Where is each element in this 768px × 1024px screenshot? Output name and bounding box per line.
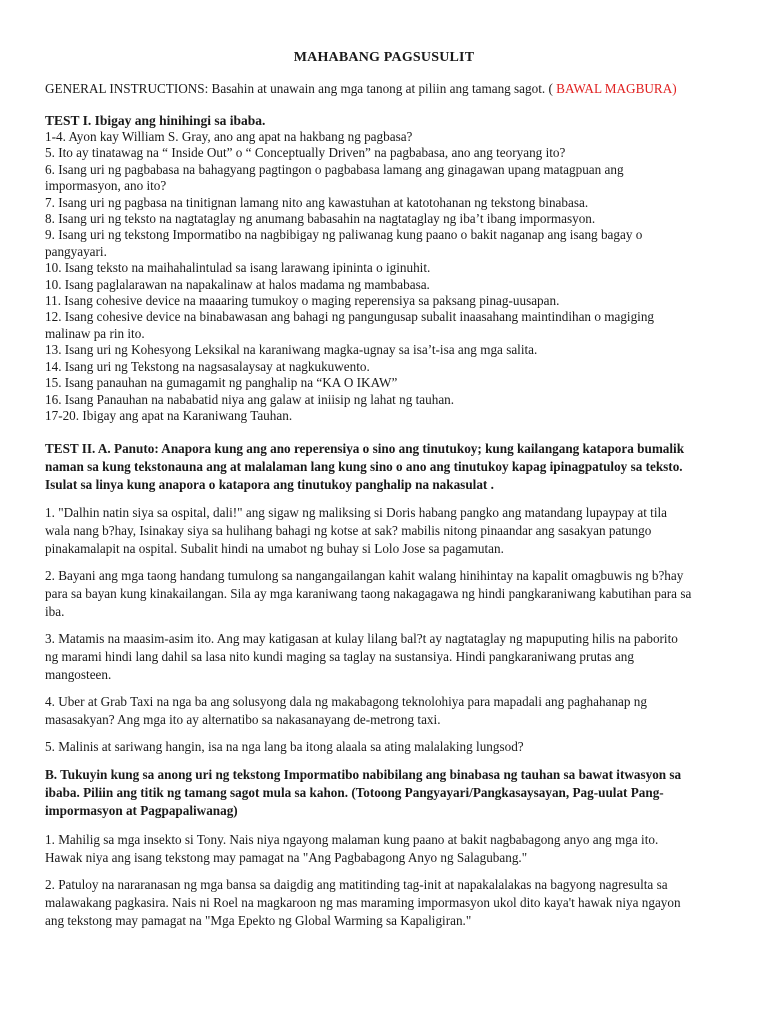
general-instructions-text: GENERAL INSTRUCTIONS: Basahin at unawain ang mga tanong at piliin ang tamang sagot. ( [45, 81, 553, 96]
testB-heading-line: impormasyon at Pagpapaliwanag) [45, 803, 238, 819]
testB-heading-line: ibaba. Piliin ang titik ng tamang sagot mula sa kahon. (Totoong Pangyayari/Pangkasaysayan, Pag-uulat Pang- [45, 785, 664, 801]
warning-text: BAWAL MAGBURA) [552, 81, 677, 96]
test1-line: 10. Isang paglalarawan na napakalinaw at halos madama ng mambabasa. [45, 276, 430, 292]
test1-heading: TEST I. Ibigay ang hinihingi sa ibaba. [45, 113, 266, 128]
test1-line: 10. Isang teksto na maihahalintulad sa isang larawang ipininta o iginuhit. [45, 260, 431, 276]
paragraph-line: masasakyan? Ang mga ito ay alternatibo sa nakasanayang de-metrong taxi. [45, 712, 441, 728]
paragraph-line: 1. "Dalhin natin siya sa ospital, dali!" ang sigaw ng maliksing si Doris habang pangko ang matandang lupaypay at tila [45, 505, 668, 520]
test1-line: 12. Isang cohesive device na binabawasan ang bahagi ng pangungusap subalit inaasahang maintindihan o magiging [45, 309, 655, 325]
paragraph-line: iba. [45, 604, 65, 620]
test2-item-1 [45, 504, 725, 559]
test1-line: 1-4. Ayon kay William S. Gray, ano ang apat na hakbang ng pagbasa? [45, 129, 413, 144]
testB-item-2 [45, 876, 725, 931]
paragraph-line: ng marami hindi lang dahil sa lasa nito kundi maging sa taglay na sustansiya. Hindi pangkaraniwang prutas ang [45, 649, 634, 665]
paragraph-line: malawakang pagkasira. Nais ni Roel na magkaroon ng mas maraming impormasyon ukol dito kaya't hawak niya ngayon [45, 895, 681, 911]
test1-line: 11. Isang cohesive device na maaaring tumukoy o maging reperensiya sa paksang pinag-uusapan. [45, 293, 560, 309]
test2-item-2 [45, 567, 725, 622]
test2-heading [45, 440, 725, 495]
test1-line: 8. Isang uri ng teksto na nagtataglay ng anumang babasahin na nagtataglay ng iba’t ibang impormasyon. [45, 211, 596, 227]
test2-heading-line: Isulat sa linya kung anapora o katapora ang tinutukoy panghalip na nakasulat . [45, 477, 494, 493]
testB-heading [45, 766, 725, 821]
test2-heading-line: naman sa kung tekstonauna ang at malalaman lang kung sino o ano ang tinutukoy kapag ipinagpatuloy sa teksto. [45, 459, 683, 475]
test1-line: 7. Isang uri ng pagbasa na tinitignan lamang nito ang kawastuhan at katotohanan ng tekstong binabasa. [45, 194, 589, 210]
paragraph-line: Hawak niya ang isang tekstong may pamagat na "Ang Pagbabagong Anyo ng Salagubang." [45, 850, 528, 866]
page-title: MAHABANG PAGSUSULIT [293, 50, 475, 65]
testB-item-1 [45, 831, 725, 867]
paragraph-line: 1. Mahilig sa mga insekto si Tony. Nais niya ngayong malaman kung paano at bakit nagbabagong anyo ang mga ito. [45, 832, 659, 847]
test2-item-4 [45, 693, 725, 729]
test1-line: 14. Isang uri ng Tekstong na nagsasalaysay at nagkukuwento. [45, 358, 370, 374]
test1-line: 9. Isang uri ng tekstong Impormatibo na nagbibigay ng paliwanag kung paano o bakit naganap ang isang bagay o [45, 227, 643, 243]
paragraph-line: 5. Malinis at sariwang hangin, isa na nga lang ba itong alaala sa ating malalaking lungsod? [45, 739, 524, 754]
test1-line: 17-20. Ibigay ang apat na Karaniwang Tauhan. [45, 407, 293, 423]
paragraph-line: mangosteen. [45, 667, 112, 683]
general-instructions [45, 81, 735, 97]
test2-item-5 [45, 738, 725, 756]
paragraph-line: 2. Patuloy na nararanasan ng mga bansa sa daigdig ang matitinding tag-init at napakalalakas na bagyong nagresulta sa [45, 877, 668, 892]
paragraph-line: pinakamalapit na ospital. Subalit hindi na umabot ng buhay si Lolo Jose sa pagamutan. [45, 541, 504, 557]
paragraph-line: ang tekstong may pamagat na "Mga Epekto ng Global Warming sa Kapaligiran." [45, 913, 472, 929]
test1-line: 16. Isang Panauhan na nababatid niya ang galaw at iniisip ng lahat ng tauhan. [45, 391, 455, 407]
test1-line: 13. Isang uri ng Kohesyong Leksikal na karaniwang magka-ugnay sa isa’t-isa ang mga salita. [45, 342, 538, 358]
paragraph-line: 2. Bayani ang mga taong handang tumulong sa nangangailangan kahit walang hinihintay na kapalit omagbuwis ng b?hay [45, 568, 684, 583]
paragraph-line: wala nang b?hay, Isinakay siya sa hulihang bahagi ng kotse at sak? mabilis nitong pinaandar ang sasakyan patungo [45, 523, 652, 539]
test2-heading-line: TEST II. A. Panuto: Anapora kung ang ano reperensiya o sino ang tinutukoy; kung kailangang katapora bumalik [45, 441, 685, 456]
test1-line: malinaw pa rin ito. [45, 325, 145, 341]
test1-line: 15. Isang panauhan na gumagamit ng panghalip na “KA O IKAW” [45, 375, 398, 391]
test2-item-3 [45, 630, 725, 685]
testB-heading-line: B. Tukuyin kung sa anong uri ng tekstong Impormatibo nabibilang ang binabasa ng tauhan sa bawat itwasyon sa [45, 767, 682, 782]
test1-line: 5. Ito ay tinatawag na “ Inside Out” o “ Conceptually Driven” na pagbabasa, ano ang teoryang ito? [45, 145, 566, 161]
paragraph-line: 3. Matamis na maasim-asim ito. Ang may katigasan at kulay lilang bal?t ay nagtataglay ng mapuputing hilis na paborito [45, 631, 678, 646]
test1-section [45, 112, 725, 424]
test1-line: impormasyon, ano ito? [45, 178, 167, 194]
paragraph-line: 4. Uber at Grab Taxi na nga ba ang solusyong dala ng makabagong teknolohiya para mapadali ang paghahanap ng [45, 694, 647, 709]
test1-line: 6. Isang uri ng pagbabasa na bahagyang pagtingon o pagbabasa lamang ang ginagawan upang matagpuan ang [45, 161, 624, 177]
paragraph-line: para sa bayan kung kinakailangan. Sila ay mga karaniwang taong nakagagawa ng hindi pangkaraniwang kabutihan para sa [45, 586, 692, 602]
test1-line: pangyayari. [45, 243, 107, 259]
